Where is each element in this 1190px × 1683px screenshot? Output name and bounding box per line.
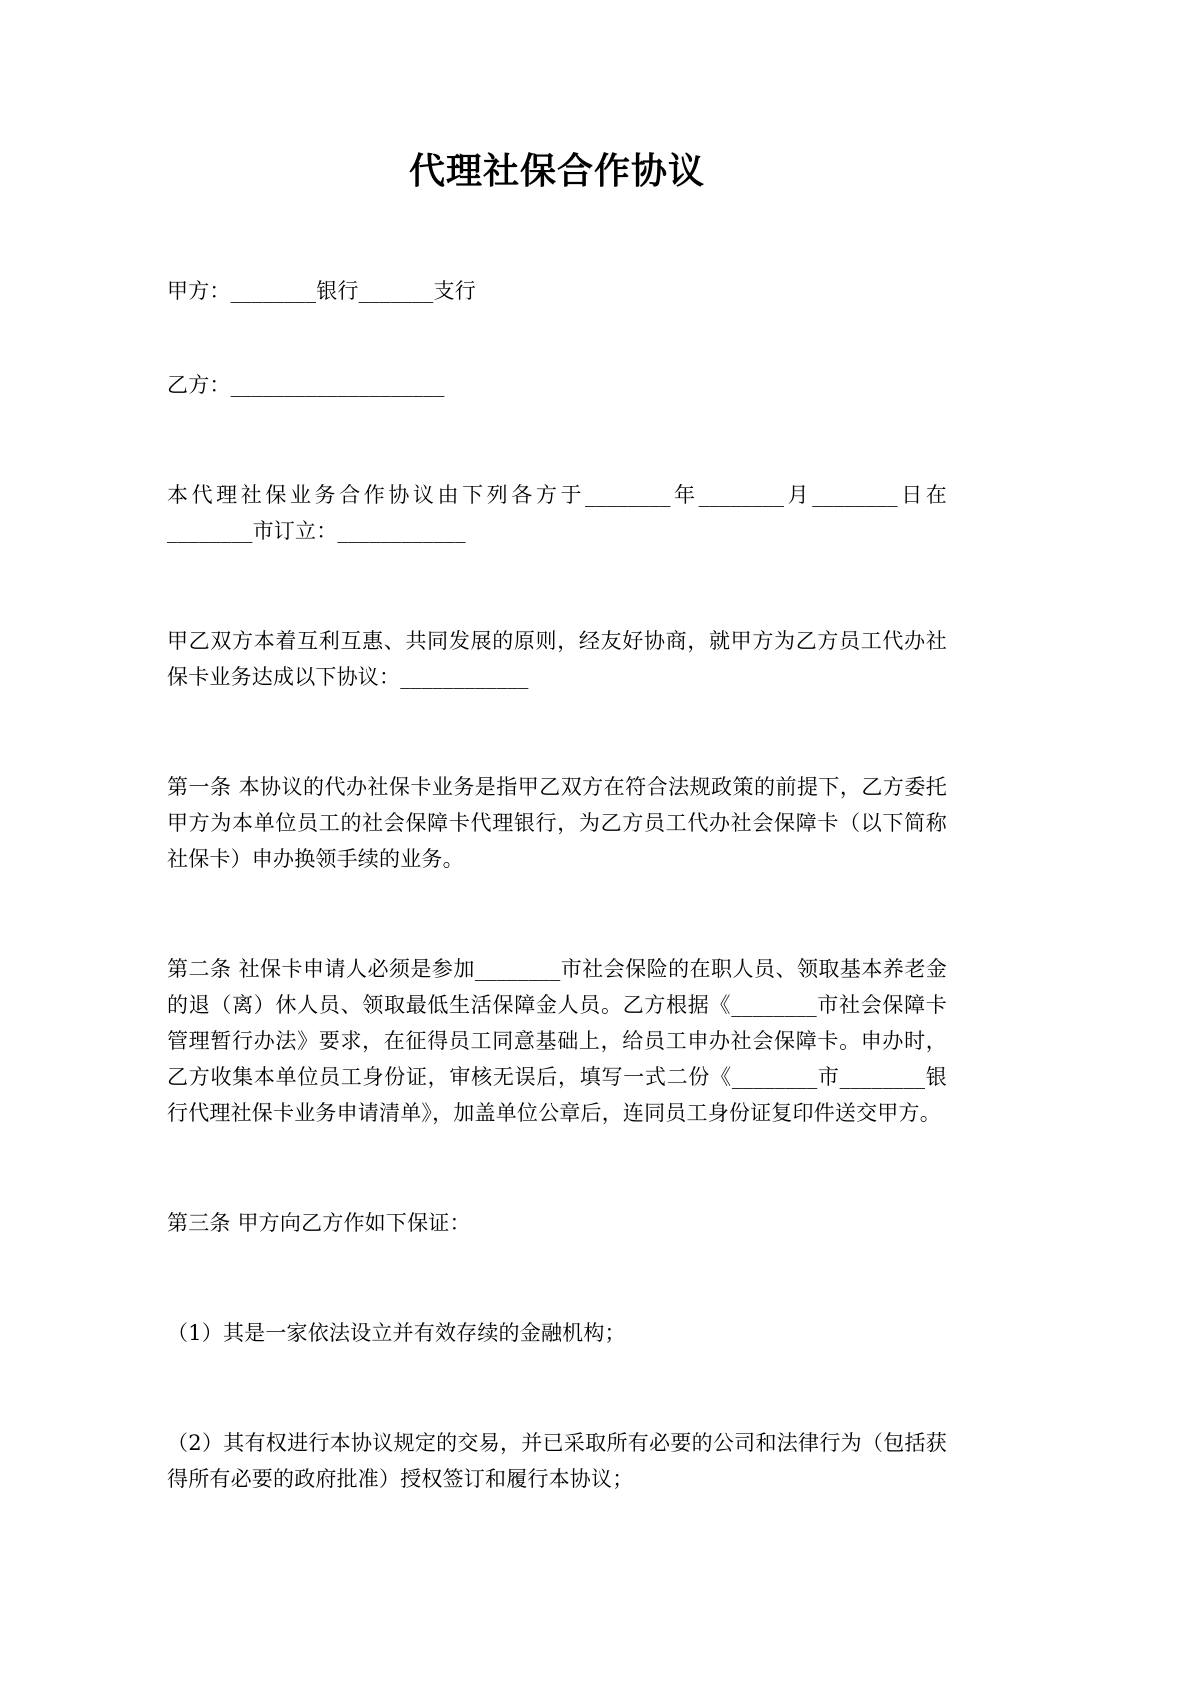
spacer-before-recital bbox=[167, 549, 947, 623]
spacer-before-execution bbox=[167, 403, 947, 477]
spacer-between-parties bbox=[167, 309, 947, 367]
party-b-line: 乙方：____________________ bbox=[167, 373, 445, 398]
spacer-before-article-3 bbox=[167, 1131, 947, 1205]
spacer-before-article-1 bbox=[167, 695, 947, 769]
article-3-item-2: （2）其有权进行本协议规定的交易，并已采取所有必要的公司和法律行为（包括获得所有必要的政府批准）授权签订和履行本协议； bbox=[167, 1431, 947, 1492]
party-a-line: 甲方：________银行_______支行 bbox=[167, 279, 476, 304]
article-2-paragraph: 第二条 社保卡申请人必须是参加________市社会保险的在职人员、领取基本养老金的退（离）休人员、领取最低生活保障金人员。乙方根据《________市社会保障卡管理暂行办法》要求，在征得员工同意基础上，给员工申办社会保障卡。申办时，乙方收集本单位员工身份证，审核无误后，填写一式二份《________市________银行代理社保卡业务申请清单》，加盖单位公章后，连同员工身份证复印件送交甲方。 bbox=[167, 957, 947, 1126]
spacer-before-article-2 bbox=[167, 877, 947, 951]
article-3-paragraph: 第三条 甲方向乙方作如下保证： bbox=[167, 1211, 471, 1236]
spacer-before-item-1 bbox=[167, 1241, 947, 1315]
spacer-before-item-2 bbox=[167, 1351, 947, 1425]
document-content bbox=[167, 0, 947, 1497]
article-1-paragraph: 第一条 本协议的代办社保卡业务是指甲乙双方在符合法规政策的前提下，乙方委托甲方为本单位员工的社会保障卡代理银行，为乙方员工代办社会保障卡（以下简称社保卡）申办换领手续的业务。 bbox=[167, 775, 947, 872]
title-spacer bbox=[167, 193, 947, 233]
page-title: 代理社保合作协议 bbox=[408, 151, 705, 192]
article-3-item-1: （1）其是一家依法设立并有效存续的金融机构； bbox=[167, 1321, 626, 1346]
execution-paragraph: 本代理社保业务合作协议由下列各方于________年________月________日在________市订立：____________ bbox=[167, 483, 947, 544]
spacer-before-party-a bbox=[167, 233, 947, 273]
recital-paragraph: 甲乙双方本着互利互惠、共同发展的原则，经友好协商，就甲方为乙方员工代办社保卡业务达成以下协议：____________ bbox=[167, 629, 947, 690]
